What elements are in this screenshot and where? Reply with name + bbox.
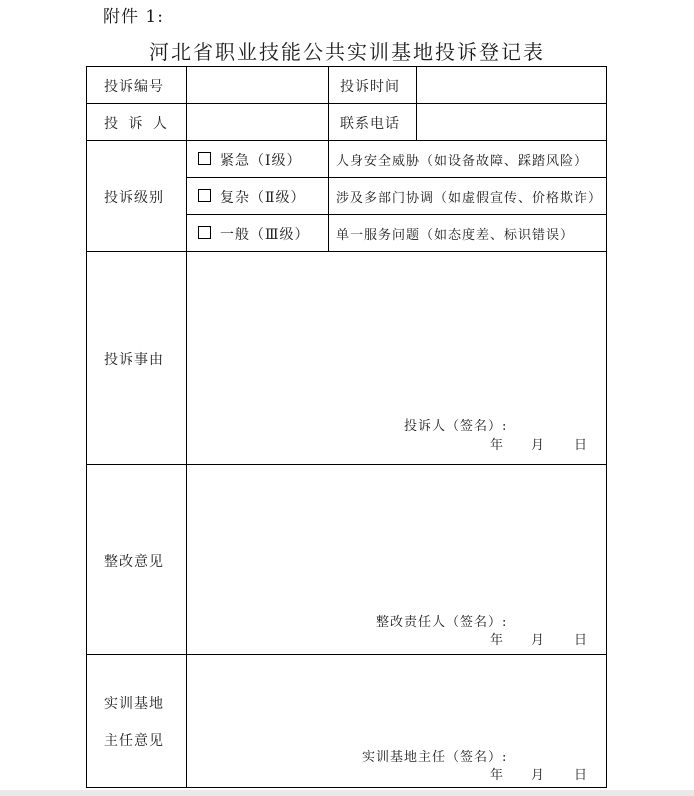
- level-complex-label: 复杂（Ⅱ级）: [220, 190, 306, 206]
- complaint-no-field[interactable]: [188, 68, 327, 102]
- level-urgent-label: 紧急（Ⅰ级）: [220, 153, 302, 169]
- rectify-date-day: 日: [574, 633, 589, 648]
- level-complex-desc: 涉及多部门协调（如虚假宣传、价格欺诈）: [336, 191, 603, 206]
- table-border-right: [606, 66, 607, 788]
- table-border-bottom: [86, 787, 607, 788]
- complainant-field[interactable]: [188, 105, 327, 139]
- row-divider: [186, 214, 607, 215]
- row-divider: [86, 654, 607, 655]
- contact-phone-field[interactable]: [418, 105, 605, 139]
- table-border-left: [86, 66, 87, 788]
- attachment-label: 附件 1:: [103, 7, 164, 27]
- row-divider: [86, 103, 607, 104]
- column-divider: [186, 66, 187, 788]
- director-opinion-field[interactable]: [188, 656, 605, 740]
- level-urgent-checkbox[interactable]: [198, 152, 211, 165]
- rectify-label: 整改意见: [104, 554, 164, 570]
- rectify-signature-label: 整改责任人（签名）:: [376, 615, 508, 630]
- level-complex-checkbox[interactable]: [198, 189, 211, 202]
- rectify-date-month: 月: [531, 633, 546, 648]
- table-border-top: [86, 66, 607, 67]
- level-label: 投诉级别: [104, 190, 164, 206]
- reason-field[interactable]: [188, 253, 605, 403]
- reason-label: 投诉事由: [104, 352, 164, 368]
- row-divider: [86, 140, 607, 141]
- page-bottom-edge: [0, 790, 694, 796]
- row-divider: [86, 464, 607, 465]
- complaint-no-label: 投诉编号: [104, 79, 164, 95]
- reason-date-day: 日: [574, 438, 589, 453]
- level-general-label: 一般（Ⅲ级）: [220, 227, 310, 243]
- level-general-desc: 单一服务问题（如态度差、标识错误）: [336, 228, 575, 243]
- level-general-checkbox[interactable]: [198, 226, 211, 239]
- column-divider: [416, 66, 417, 140]
- reason-date-year: 年: [490, 438, 505, 453]
- director-date-day: 日: [574, 768, 589, 783]
- form-title: 河北省职业技能公共实训基地投诉登记表: [149, 40, 545, 64]
- complainant-label: 投 诉 人: [104, 116, 170, 132]
- reason-signature-label: 投诉人（签名）:: [404, 419, 508, 434]
- row-divider: [86, 251, 607, 252]
- column-divider: [328, 66, 329, 251]
- complaint-time-label: 投诉时间: [340, 79, 400, 95]
- director-label-line2: 主任意见: [104, 733, 164, 749]
- director-signature-label: 实训基地主任（签名）:: [362, 750, 508, 765]
- director-label-line1: 实训基地: [104, 696, 164, 712]
- contact-phone-label: 联系电话: [340, 116, 400, 132]
- reason-date-month: 月: [531, 438, 546, 453]
- rectify-field[interactable]: [188, 466, 605, 601]
- complaint-time-field[interactable]: [418, 68, 605, 102]
- level-urgent-desc: 人身安全威胁（如设备故障、踩踏风险）: [336, 154, 589, 169]
- row-divider: [186, 177, 607, 178]
- rectify-date-year: 年: [490, 633, 505, 648]
- director-date-year: 年: [490, 768, 505, 783]
- director-date-month: 月: [531, 768, 546, 783]
